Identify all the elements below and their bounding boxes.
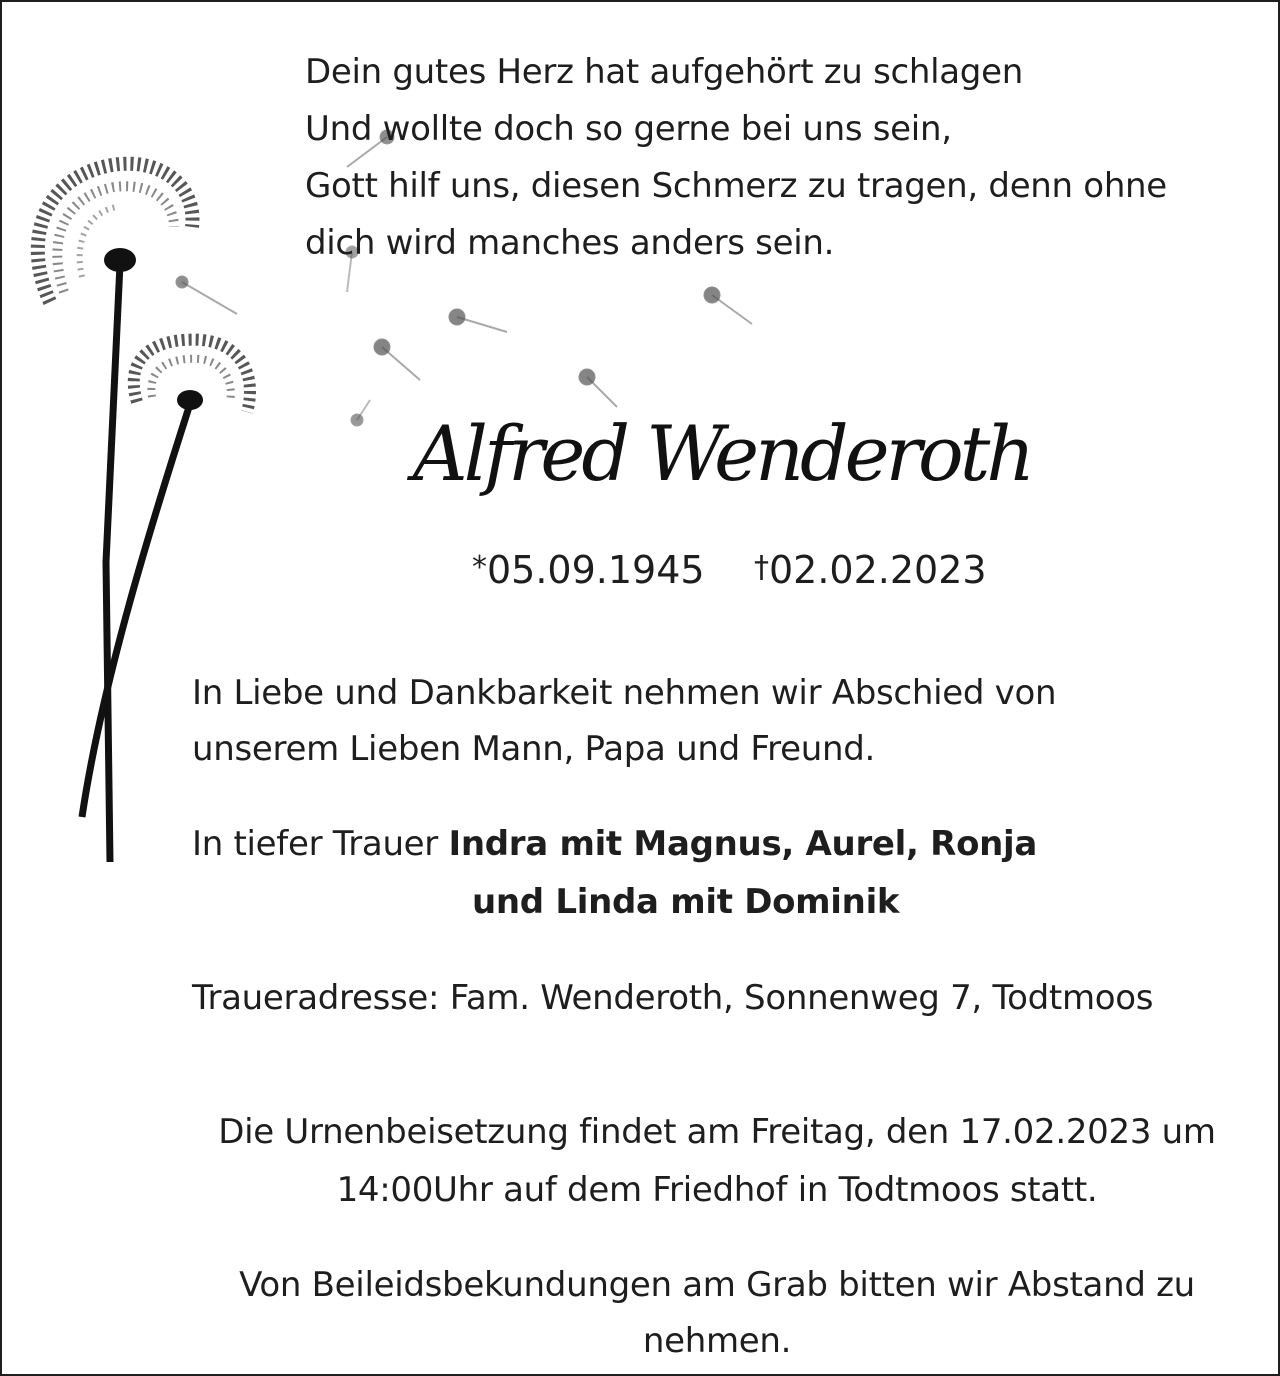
poem-line-2: Und wollte doch so gerne bei uns sein,: [305, 109, 952, 149]
deceased-name: Alfred Wenderoth: [412, 409, 1032, 498]
birth-date: [472, 548, 705, 596]
farewell-line-2: unserem Lieben Mann, Papa und Freund.: [192, 729, 875, 769]
mourners-line-1: [192, 824, 1037, 864]
birth-date-value: 05.09.1945: [487, 548, 705, 592]
note-line-1: Von Beileidsbekundungen am Grab bitten wir Abstand zu: [239, 1265, 1195, 1305]
death-date: [754, 548, 987, 596]
burial-line-1: Die Urnenbeisetzung findet am Freitag, den 17.02.2023 um: [218, 1112, 1216, 1152]
mourners-names-1: Indra mit Magnus, Aurel, Ronja: [448, 824, 1038, 864]
note-line-2: nehmen.: [642, 1321, 792, 1361]
burial-line-2: 14:00Uhr auf dem Friedhof in Todtmoos statt.: [336, 1170, 1098, 1210]
dandelion-large-icon: [38, 164, 193, 862]
poem-line-4: dich wird manches anders sein.: [305, 223, 835, 263]
birth-star-icon: *: [472, 550, 487, 585]
mourning-address: Traueradresse: Fam. Wenderoth, Sonnenweg 7, Todtmoos: [192, 978, 1154, 1018]
farewell-line-1: In Liebe und Dankbarkeit nehmen wir Abschied von: [192, 673, 1057, 713]
death-cross-icon: †: [754, 550, 769, 585]
mourners-names-2: und Linda mit Dominik: [472, 882, 900, 922]
poem-line-1: Dein gutes Herz hat aufgehört zu schlagen: [305, 52, 1023, 92]
poem-line-3: Gott hilf uns, diesen Schmerz zu tragen, denn ohne: [305, 166, 1167, 206]
death-date-value: 02.02.2023: [769, 548, 987, 592]
mourners-prefix: In tiefer Trauer: [192, 824, 449, 864]
